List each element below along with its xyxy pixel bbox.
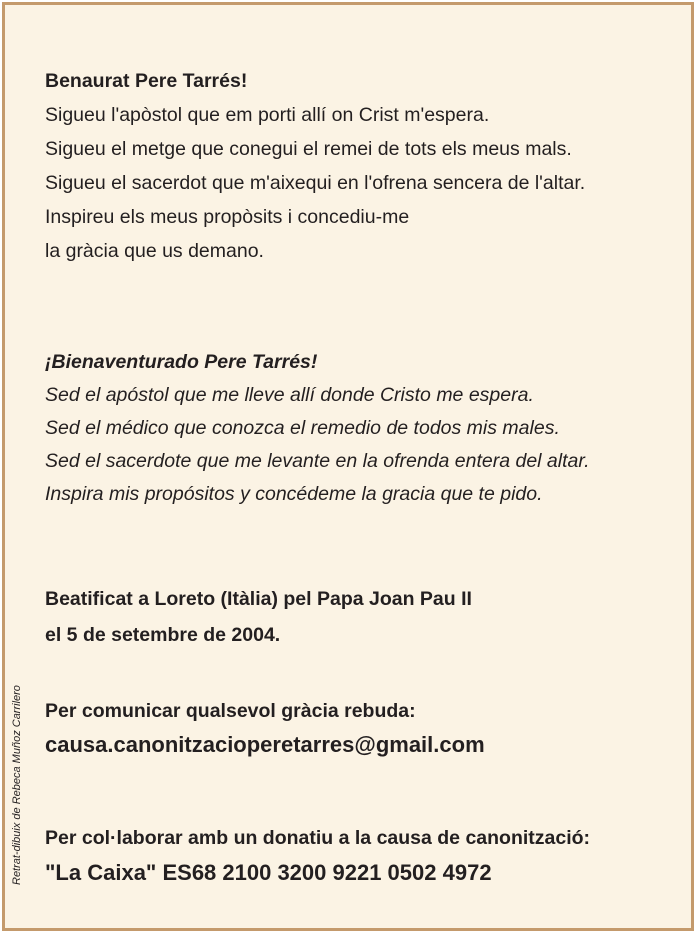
catalan-prayer-line: Sigueu el metge que conegui el remei de tots els meus mals. <box>45 138 572 160</box>
contact-section <box>45 697 671 765</box>
donation-label: Per col·laborar amb un donatiu a la causa de canonització: <box>45 827 591 849</box>
spanish-prayer-line: Sed el sacerdote que me levante en la ofrenda entera del altar. <box>45 450 590 472</box>
spanish-prayer-line: Inspira mis propósitos y concédeme la gracia que te pido. <box>45 483 543 505</box>
catalan-prayer-line: Sigueu el sacerdot que m'aixequi en l'ofrena sencera de l'altar. <box>45 172 586 194</box>
spanish-prayer-line: Sed el apóstol que me lleve allí donde Cristo me espera. <box>45 384 534 406</box>
catalan-prayer-line: la gràcia que us demano. <box>45 240 264 262</box>
spanish-prayer-title: ¡Bienaventurado Pere Tarrés! <box>45 351 318 373</box>
beatification-date: el 5 de setembre de 2004. <box>45 624 281 646</box>
bank-account-number: "La Caixa" ES68 2100 3200 9221 0502 4972 <box>45 860 492 885</box>
contact-label: Per comunicar qualsevol gràcia rebuda: <box>45 700 416 722</box>
portrait-credit: Retrat-dibuix de Rebeca Muñoz Carrilero <box>11 685 23 885</box>
catalan-prayer-title: Benaurat Pere Tarrés! <box>45 70 248 92</box>
catalan-prayer-line: Inspireu els meus propòsits i concediu-me <box>45 206 410 228</box>
donation-section <box>45 823 671 893</box>
beatification-note <box>45 581 671 653</box>
catalan-prayer <box>45 64 671 268</box>
catalan-prayer-line: Sigueu l'apòstol que em porti allí on Crist m'espera. <box>45 104 490 126</box>
beatification-line: Beatificat a Loreto (Itàlia) pel Papa Joan Pau II <box>45 588 472 610</box>
contact-email-link[interactable]: causa.canonitzacioperetarres@gmail.com <box>45 732 485 757</box>
spanish-prayer <box>45 346 671 511</box>
spanish-prayer-line: Sed el médico que conozca el remedio de todos mis males. <box>45 417 560 439</box>
prayer-card <box>2 2 694 931</box>
